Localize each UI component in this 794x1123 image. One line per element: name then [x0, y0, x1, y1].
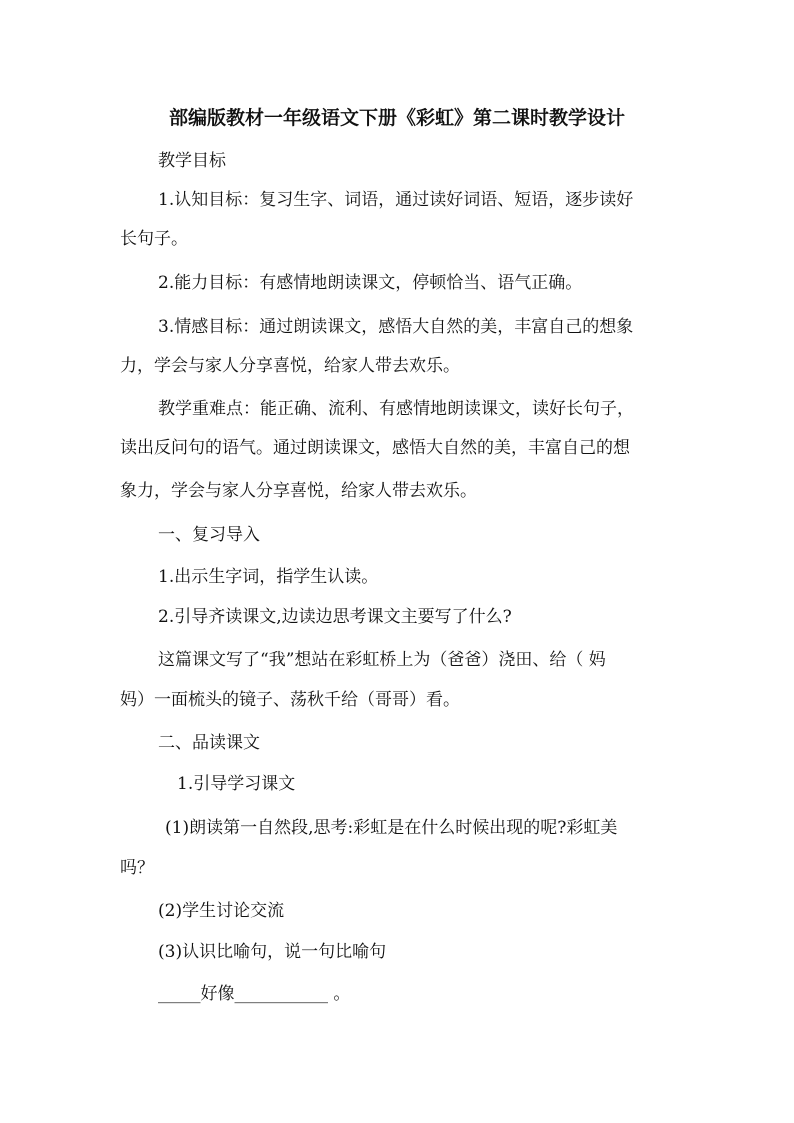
paragraph-line: 2.引导齐读课文,边读边思考课文主要写了什么?: [158, 607, 512, 627]
paragraph-line: 吗？: [120, 858, 154, 878]
paragraph-line: 3.情感目标：通过朗读课文，感悟大自然的美，丰富自己的想象: [158, 317, 634, 337]
paragraph-line: (3)认识比喻句，说一句比喻句: [158, 942, 387, 962]
paragraph-line: 读出反问句的语气。通过朗读课文，感悟大自然的美，丰富自己的想: [120, 438, 630, 458]
paragraph-line: 这篇课文写了“我”想站在彩虹桥上为（爸爸）浇田、给（ 妈: [158, 650, 606, 670]
document-title: 部编版教材一年级语文下册《彩虹》第二课时教学设计: [168, 107, 625, 129]
paragraph-line: 1.出示生字词，指学生认读。: [158, 567, 379, 587]
fill-in-blank-line: _____好像___________ 。: [158, 984, 351, 1004]
paragraph-line: 长句子。: [120, 229, 188, 249]
paragraph-line: 教学目标: [158, 151, 226, 171]
paragraph-line: 象力，学会与家人分享喜悦，给家人带去欢乐。: [120, 481, 477, 501]
paragraph-line: 教学重难点：能正确、流利、有感情地朗读课文，读好长句子，: [158, 399, 634, 419]
paragraph-line: 1.引导学习课文: [177, 774, 296, 794]
paragraph-line: 2.能力目标：有感情地朗读课文，停顿恰当、语气正确。: [158, 273, 583, 293]
paragraph-line: 1.认知目标：复习生字、词语，通过读好词语、短语，逐步读好: [158, 190, 634, 210]
section-heading: 一、复习导入: [158, 525, 260, 545]
paragraph-line: 妈）一面梳头的镜子、荡秋千给（哥哥）看。: [120, 690, 460, 710]
paragraph-line: 力，学会与家人分享喜悦，给家人带去欢乐。: [120, 356, 460, 376]
section-heading: 二、品读课文: [158, 733, 260, 753]
paragraph-line: (1)朗读第一自然段,思考:彩虹是在什么时候出现的呢?彩虹美: [165, 818, 618, 838]
paragraph-line: (2)学生讨论交流: [158, 901, 285, 921]
